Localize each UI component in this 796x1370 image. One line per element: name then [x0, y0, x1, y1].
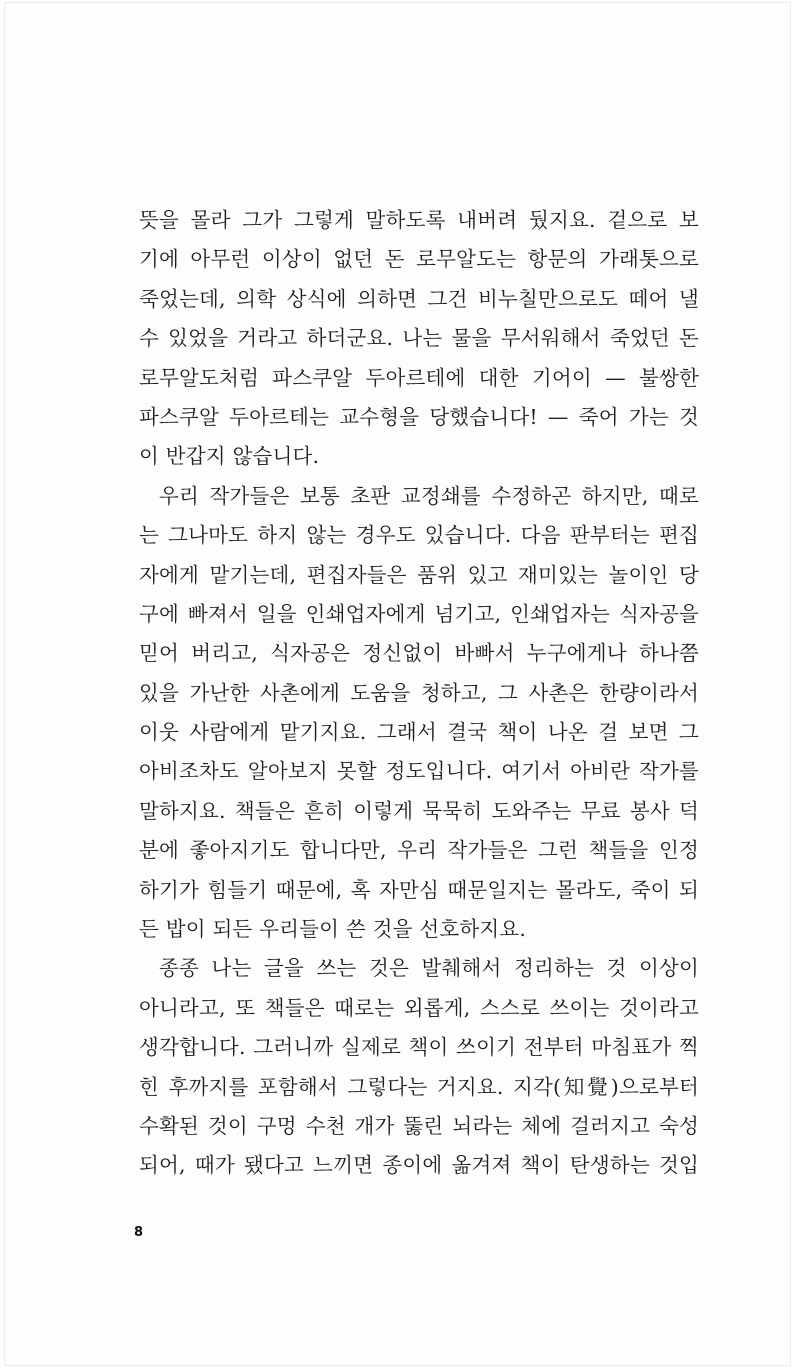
book-page [4, 2, 791, 1366]
paragraph [139, 201, 699, 477]
text-line: 든 밥이 되든 우리들이 쓴 것을 선호하지요. [139, 917, 527, 942]
text-line: 우리 작가들은 보통 초판 교정쇄를 수정하곤 하지만, 때로 [159, 483, 699, 508]
text-line: 하기가 힘들기 때문에, 혹 자만심 때문일지는 몰라도, 죽이 되 [139, 877, 699, 902]
body-text [139, 201, 699, 1186]
text-line: 구에 빠져서 일을 인쇄업자에게 넘기고, 인쇄업자는 식자공을 [139, 601, 699, 626]
text-line: 이웃 사람에게 맡기지요. 그래서 결국 책이 나온 걸 보면 그 [139, 720, 699, 745]
text-line: 수확된 것이 구멍 수천 개가 뚫린 뇌라는 체에 걸러지고 숙성 [139, 1113, 699, 1138]
text-line: 생각합니다. 그러니까 실제로 책이 쓰이기 전부터 마침표가 찍 [139, 1035, 699, 1060]
text-line: 믿어 버리고, 식자공은 정신없이 바빠서 누구에게나 하나쯤 [139, 641, 699, 666]
text-line: 말하지요. 책들은 흔히 이렇게 묵묵히 도와주는 무료 봉사 덕 [139, 798, 699, 823]
paragraph [139, 477, 699, 950]
text-line: 자에게 맡기는데, 편집자들은 품위 있고 재미있는 놀이인 당 [139, 562, 699, 587]
text-line: 로무알도처럼 파스쿠알 두아르테에 대한 기어이 — 불쌍한 [139, 365, 699, 390]
text-line: 파스쿠알 두아르테는 교수형을 당했습니다! — 죽어 가는 것 [139, 404, 699, 429]
text-line: 아비조차도 알아보지 못할 정도입니다. 여기서 아비란 작가를 [139, 759, 699, 784]
paragraph [139, 949, 699, 1185]
text-line: 이 반갑지 않습니다. [139, 444, 320, 469]
text-line: 는 그나마도 하지 않는 경우도 있습니다. 다음 판부터는 편집 [139, 523, 699, 548]
text-line: 수 있었을 거라고 하더군요. 나는 물을 무서워해서 죽었던 돈 [139, 326, 699, 351]
text-line: 되어, 때가 됐다고 느끼면 종이에 옮겨져 책이 탄생하는 것입 [139, 1153, 699, 1178]
text-line: 힌 후까지를 포함해서 그렇다는 거지요. 지각(知覺)으로부터 [139, 1074, 699, 1099]
text-line: 기에 아무런 이상이 없던 돈 로무알도는 항문의 가래톳으로 [139, 247, 699, 272]
text-line: 아니라고, 또 책들은 때로는 외롭게, 스스로 쓰이는 것이라고 [139, 995, 699, 1020]
text-line: 죽었는데, 의학 상식에 의하면 그건 비누칠만으로도 떼어 낼 [139, 286, 699, 311]
text-line: 종종 나는 글을 쓰는 것은 발췌해서 정리하는 것 이상이 [159, 956, 699, 981]
text-line: 있을 가난한 사촌에게 도움을 청하고, 그 사촌은 한량이라서 [139, 680, 699, 705]
text-line: 뜻을 몰라 그가 그렇게 말하도록 내버려 뒀지요. 겉으로 보 [139, 208, 699, 232]
text-line: 분에 좋아지기도 합니다만, 우리 작가들은 그런 책들을 인정 [139, 838, 699, 863]
page-number: 8 [134, 1225, 144, 1240]
